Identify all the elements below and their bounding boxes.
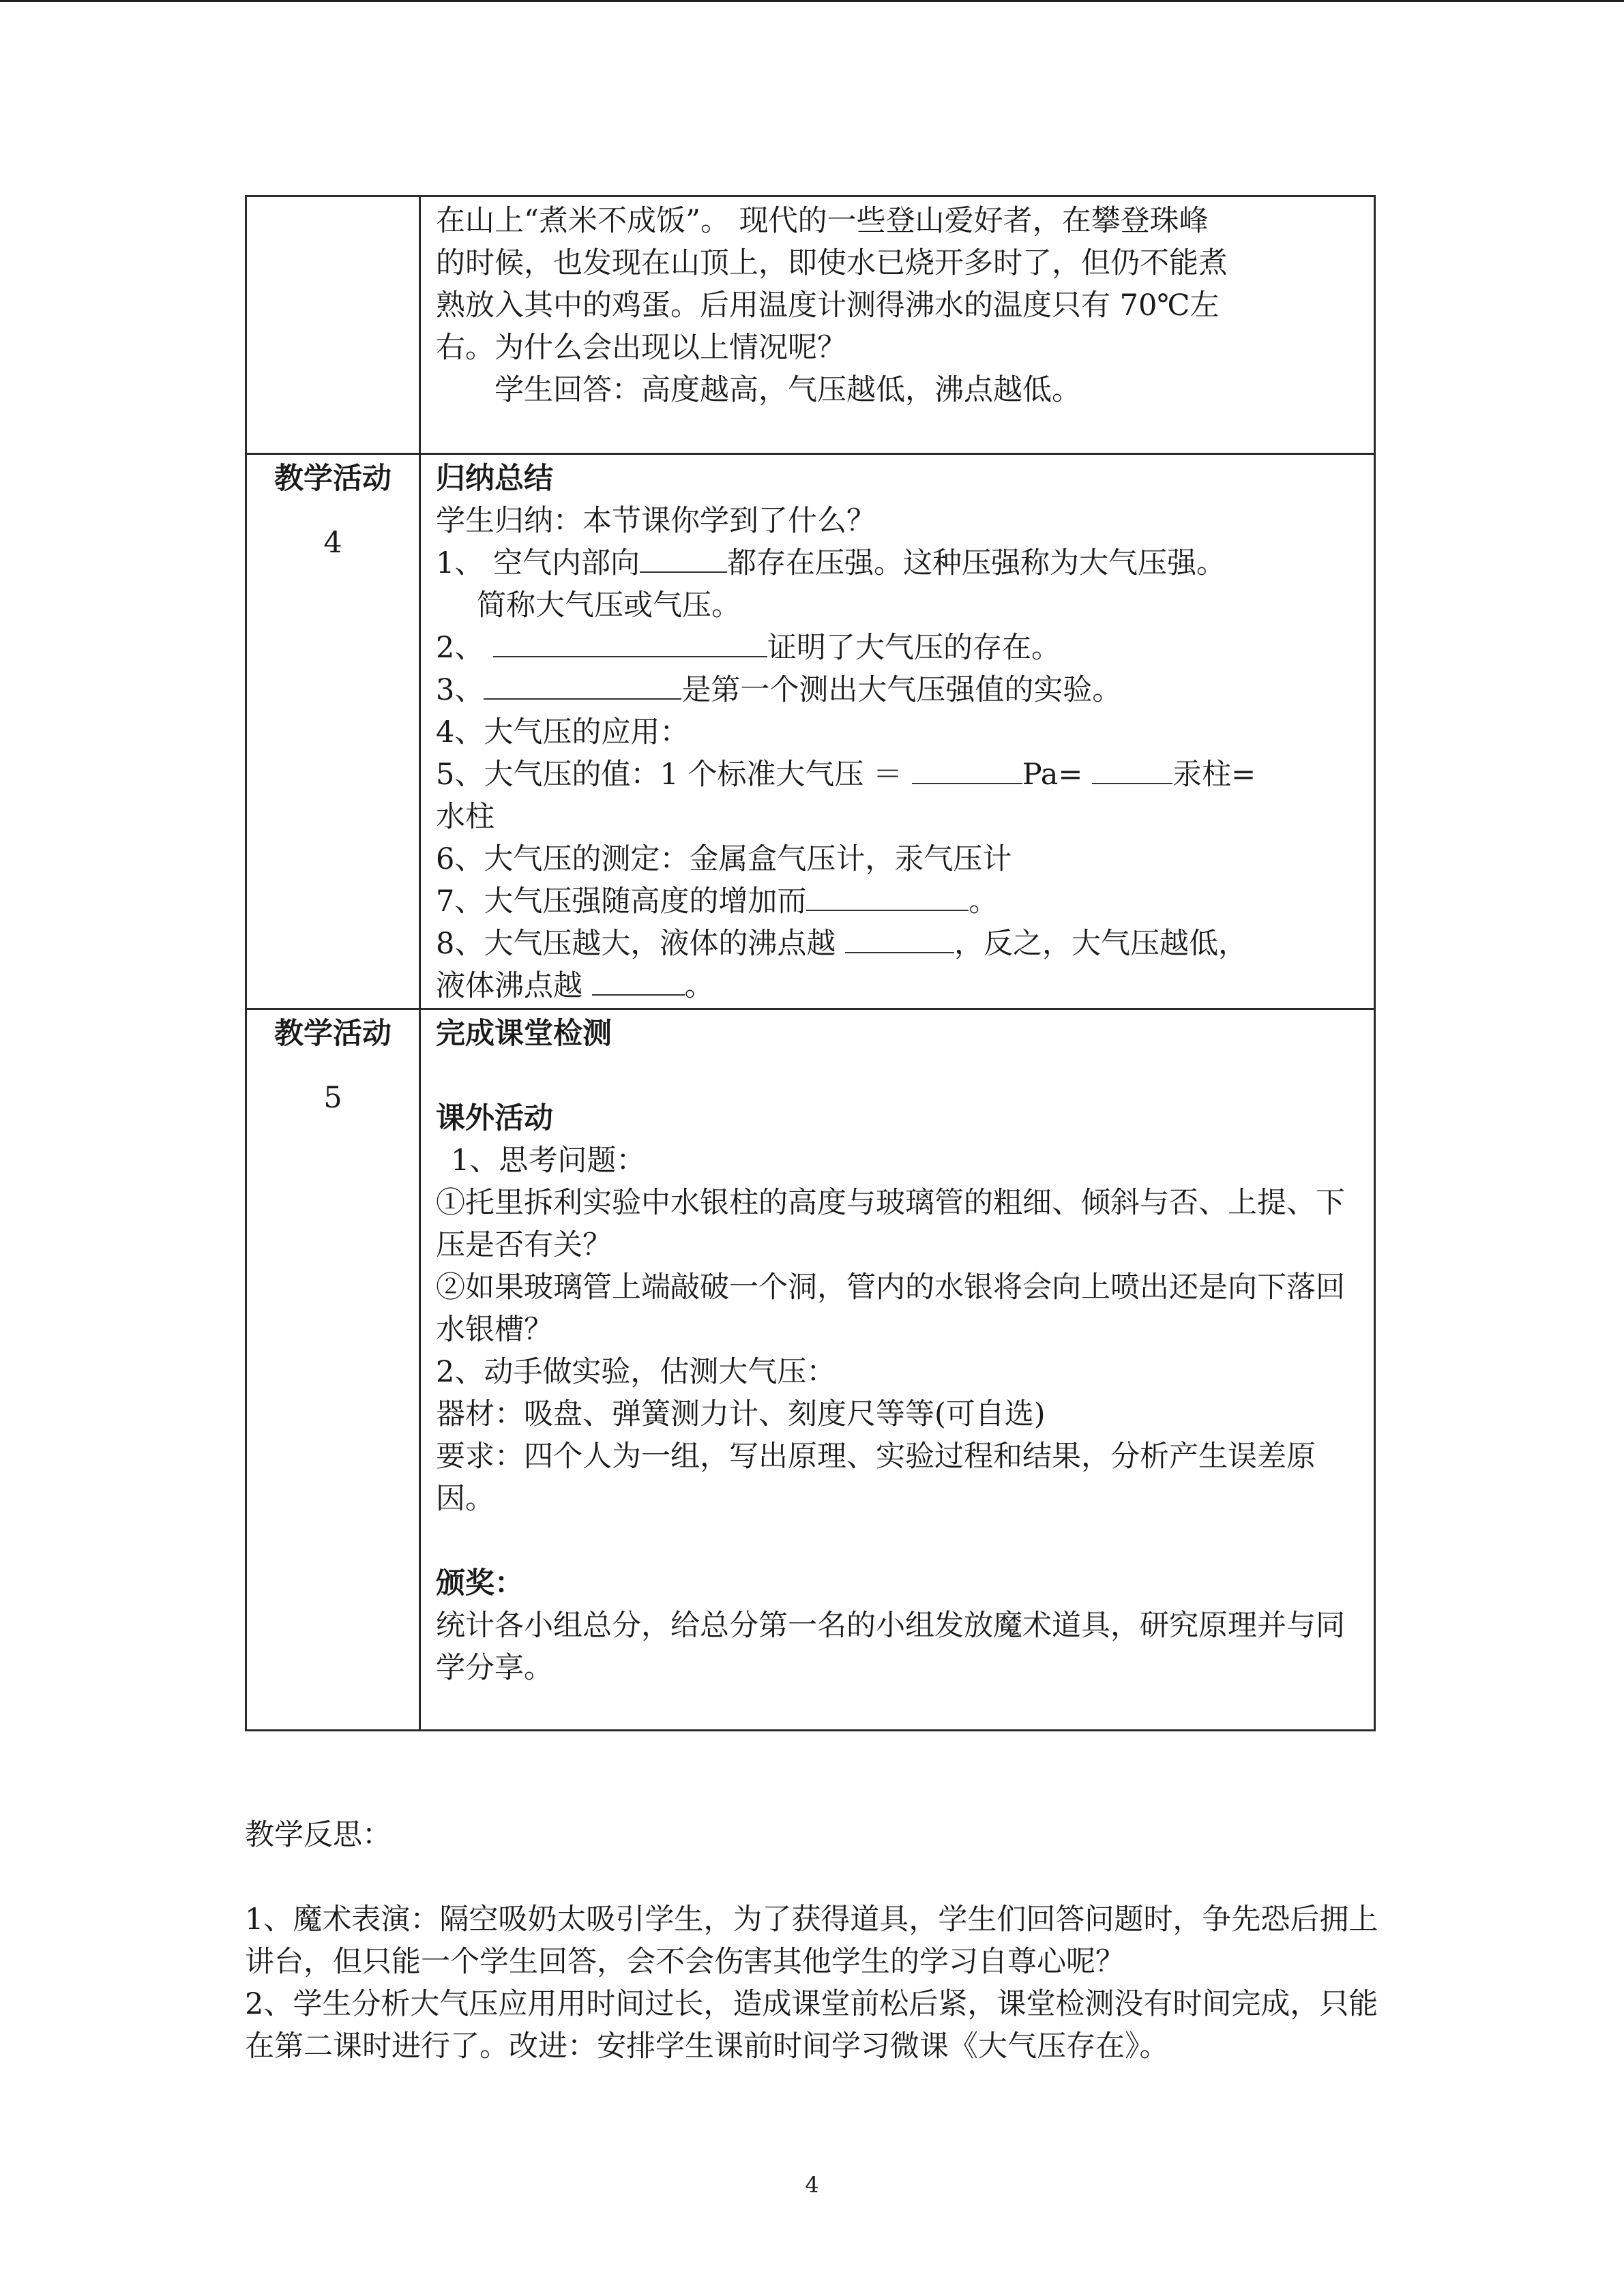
summary-item-4: 4、大气压的应用： xyxy=(436,715,690,749)
summary-text: 2、 xyxy=(436,631,494,665)
summary-text: 液体沸点越 xyxy=(436,969,592,1003)
award-heading: 颁奖： xyxy=(436,1566,524,1600)
summary-intro: 学生归纳：本节课你学到了什么？ xyxy=(436,504,876,538)
text-line: 的时候，也发现在山顶上，即使水已烧开多时了，但仍不能煮 xyxy=(436,246,1228,280)
summary-text: 5、大气压的值：1 个标准大气压 ＝ xyxy=(436,758,912,792)
summary-item-8-cont xyxy=(436,965,1364,1007)
activity-label: 教学活动 xyxy=(274,1017,392,1051)
teaching-reflection xyxy=(245,1814,1391,2068)
table-row xyxy=(246,454,1375,1009)
summary-text: 7、大气压强随高度的增加而 xyxy=(436,884,807,919)
text-line: 熟放入其中的鸡蛋。后用温度计测得沸水的温度只有 70℃左 xyxy=(436,288,1220,323)
summary-text: 。 xyxy=(969,884,999,919)
student-answer: 学生回答：高度越高，气压越低，沸点越低。 xyxy=(494,373,1081,407)
summary-text: 汞柱= xyxy=(1172,758,1256,792)
table-row xyxy=(246,196,1375,454)
reflection-title: 教学反思： xyxy=(245,1818,392,1852)
summary-text: 8、大气压越大，液体的沸点越 xyxy=(436,927,846,961)
summary-content-cell xyxy=(420,454,1375,1009)
page-top-rule xyxy=(0,0,1624,2)
activity-4-label-cell xyxy=(246,454,420,1009)
summary-text: 。 xyxy=(684,969,714,1003)
activity-number: 4 xyxy=(323,526,342,560)
summary-text: 3、 xyxy=(436,673,484,707)
fill-blank xyxy=(640,544,727,573)
requirement-line: 要求：四个人为一组，写出原理、实验过程和结果，分析产生误差原因。 xyxy=(436,1440,1316,1516)
question-2: ②如果玻璃管上端敲破一个洞，管内的水银将会向上喷出还是向下落回水银槽？ xyxy=(436,1270,1345,1347)
fill-blank xyxy=(592,967,685,996)
text-line: 在山上“煮米不成饭”。 现代的一些登山爱好者，在攀登珠峰 xyxy=(436,204,1209,238)
fill-blank xyxy=(484,671,681,700)
classroom-test-heading: 完成课堂检测 xyxy=(436,1017,612,1051)
lesson-table xyxy=(245,195,1376,1731)
summary-item-5 xyxy=(436,754,1364,796)
summary-text: 1、 空气内部向 xyxy=(436,546,640,580)
fill-blank xyxy=(845,925,954,953)
fill-blank xyxy=(1092,756,1172,784)
summary-item-1-cont: 简称大气压或气压。 xyxy=(477,588,741,623)
fill-blank xyxy=(912,756,1022,784)
summary-heading: 归纳总结 xyxy=(436,462,553,496)
experiment-title: 2、动手做实验，估测大气压： xyxy=(436,1355,836,1389)
page-number: 4 xyxy=(805,2172,819,2198)
extracurricular-heading: 课外活动 xyxy=(436,1101,553,1135)
equipment-line: 器材：吸盘、弹簧测力计、刻度尺等等(可自选) xyxy=(436,1397,1046,1431)
think-question-title: 1、思考问题： xyxy=(451,1144,646,1178)
summary-item-2 xyxy=(436,627,1364,669)
activity-label: 教学活动 xyxy=(274,462,392,496)
activity-5-content-cell xyxy=(420,1009,1375,1731)
summary-text: ，反之，大气压越低， xyxy=(954,927,1248,961)
reflection-point-2: 2、学生分析大气压应用用时间过长，造成课堂前松后紧，课堂检测没有时间完成，只能在第二课时进行了。改进：安排学生课前时间学习微课《大气压存在》。 xyxy=(245,1987,1378,2063)
text-line: 右。为什么会出现以上情况呢？ xyxy=(436,331,846,365)
summary-text: 都存在压强。这种压强称为大气压强。 xyxy=(727,546,1226,580)
summary-text: 是第一个测出大气压强值的实验。 xyxy=(681,673,1122,707)
row-label-cell xyxy=(246,196,420,454)
summary-item-6: 6、大气压的测定：金属盒气压计，汞气压计 xyxy=(436,842,1012,876)
summary-item-7 xyxy=(436,880,1364,923)
fill-blank xyxy=(806,882,969,911)
summary-item-3 xyxy=(436,669,1364,711)
summary-item-5-cont: 水柱 xyxy=(436,800,494,834)
activity-number: 5 xyxy=(323,1081,342,1115)
fill-blank xyxy=(493,629,767,657)
summary-text: Pa= xyxy=(1022,758,1093,792)
award-text: 统计各小组总分，给总分第一名的小组发放魔术道具，研究原理并与同学分享。 xyxy=(436,1609,1345,1685)
summary-item-1 xyxy=(436,542,1364,584)
summary-text: 证明了大气压的存在。 xyxy=(767,631,1061,665)
activity-5-label-cell xyxy=(246,1009,420,1731)
row-content-cell xyxy=(420,196,1375,454)
question-1: ①托里拆利实验中水银柱的高度与玻璃管的粗细、倾斜与否、上提、下压是否有关？ xyxy=(436,1186,1345,1262)
reflection-point-1: 1、魔术表演：隔空吸奶太吸引学生，为了获得道具，学生们回答问题时，争先恐后拥上讲台，但只能一个学生回答，会不会伤害其他学生的学习自尊心呢？ xyxy=(245,1903,1378,1979)
summary-item-8 xyxy=(436,923,1364,965)
table-row xyxy=(246,1009,1375,1731)
